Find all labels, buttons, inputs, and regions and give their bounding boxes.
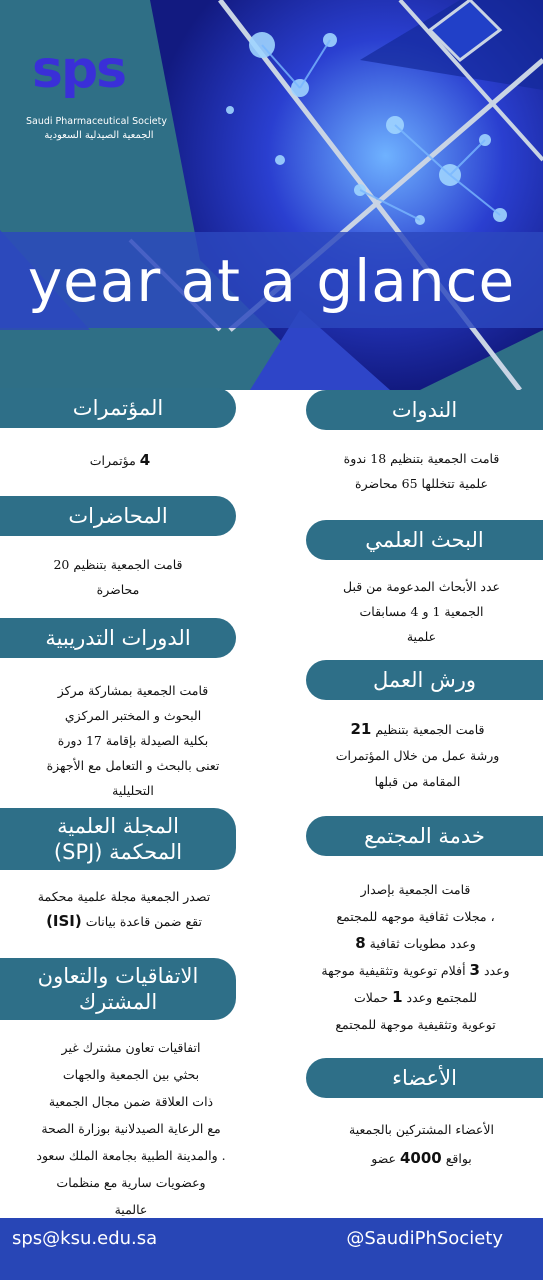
community-body (288, 876, 543, 1038)
seminars-heading: الندوات (306, 390, 543, 430)
workshops-line3: المقامة من قبلها (374, 774, 461, 789)
training-line: قامت الجمعية بمشاركة مركز (57, 683, 209, 698)
workshops-line2: ورشة عمل من خلال المؤتمرات (335, 748, 500, 763)
community-line6: توعوية وتثقيفية موجهة للمجتمع (335, 1017, 496, 1032)
workshops-count: 21 (350, 720, 372, 738)
members-line2-pre: بواقع (445, 1151, 472, 1166)
seminars-body (300, 446, 543, 496)
community-line4-pre: وعدد (483, 963, 510, 978)
workshops-heading: ورش العمل (306, 660, 543, 700)
agreements-line: ذات العلاقة ضمن مجال الجمعية (48, 1094, 214, 1109)
seminars-line: علمية تتخللها 65 محاضرة (355, 476, 488, 491)
lectures-line: قامت الجمعية بتنظيم 20 (53, 557, 183, 572)
seminars-line: قامت الجمعية بتنظيم 18 ندوة (343, 451, 500, 466)
journal-line2 (4, 909, 244, 934)
members-line2 (300, 1144, 543, 1173)
community-campaigns-count: 1 (392, 988, 403, 1006)
agreements-line: . والمدينة الطبية بجامعة الملك سعود (36, 1148, 226, 1163)
conferences-heading: المؤتمرات (0, 388, 236, 428)
conferences-text: مؤتمرات (89, 453, 136, 468)
research-line: علمية (406, 629, 437, 644)
members-body (300, 1116, 543, 1173)
research-body (300, 574, 543, 649)
journal-line2-text: تقع ضمن قاعدة بيانات (85, 914, 202, 929)
agreements-line: اتفاقيات تعاون مشترك غير (61, 1040, 201, 1055)
logo-name-en: Saudi Pharmaceutical Society (26, 116, 168, 127)
members-heading: الأعضاء (306, 1058, 543, 1098)
journal-title-line2: المحكمة (SPJ) (53, 840, 183, 864)
header (0, 0, 543, 390)
agreements-title-line1: الاتفاقيات والتعاون (37, 964, 199, 988)
footer-social-handle[interactable]: @SaudiPhSociety (346, 1228, 503, 1249)
workshops-body (292, 716, 543, 795)
journal-title-line1: المجلة العلمية (57, 814, 179, 838)
page-title: year at a glance (27, 247, 516, 315)
community-booklets-count: 8 (355, 934, 366, 952)
community-line2: ، مجلات ثقافية موجهه للمجتمع (336, 909, 495, 924)
community-line4-post: أفلام توعوية وتثقيفية موجهة (321, 963, 466, 978)
training-heading: الدورات التدريبية (0, 618, 236, 658)
community-line5-post: حملات (353, 990, 389, 1005)
community-heading: خدمة المجتمع (306, 816, 543, 856)
training-line: تعنى بالبحث و التعامل مع الأجهزة (46, 758, 220, 773)
agreements-title-line2: المشترك (78, 990, 158, 1014)
logo-name-ar: الجمعية الصيدلية السعودية (44, 130, 154, 141)
members-line2-post: عضو (371, 1151, 396, 1166)
training-line: التحليلية (112, 783, 154, 798)
training-line: البحوث و المختبر المركزي (64, 708, 202, 723)
journal-heading (0, 808, 236, 870)
community-line5 (288, 984, 543, 1011)
agreements-line: بحثي بين الجمعية والجهات (62, 1067, 200, 1082)
training-line: بكلية الصيدلة بإقامة 17 دورة (57, 733, 209, 748)
journal-line1: تصدر الجمعية مجلة علمية محكمة (37, 889, 211, 904)
agreements-line: مع الرعاية الصيدلانية بوزارة الصحة (41, 1121, 221, 1136)
community-line5-pre: للمجتمع وعدد (406, 990, 478, 1005)
members-count: 4000 (399, 1149, 442, 1167)
research-line: عدد الأبحاث المدعومة من قبل (342, 579, 500, 594)
journal-isi: (ISI) (46, 912, 82, 930)
lectures-line: محاضرة (96, 582, 140, 597)
research-heading: البحث العلمي (306, 520, 543, 560)
lectures-body (18, 552, 218, 602)
agreements-body (0, 1034, 262, 1223)
training-body (8, 678, 258, 803)
research-line: الجمعية 1 و 4 مسابقات (359, 604, 484, 619)
members-line1: الأعضاء المشتركين بالجمعية (349, 1122, 494, 1137)
community-films-count: 3 (469, 961, 480, 979)
agreements-line: عالمية (114, 1202, 148, 1217)
agreements-heading (0, 958, 236, 1020)
conferences-body (30, 448, 210, 473)
community-line3-text: وعدد مطويات ثقافية (369, 936, 476, 951)
lectures-heading: المحاضرات (0, 496, 236, 536)
agreements-line: وعضويات سارية مع منظمات (56, 1175, 206, 1190)
community-line1: قامت الجمعية بإصدار (360, 882, 471, 897)
footer-email-link[interactable]: sps@ksu.edu.sa (12, 1228, 158, 1249)
community-line3 (288, 930, 543, 957)
workshops-line1 (292, 716, 543, 743)
conferences-count: 4 (139, 451, 151, 469)
logo-mark: sps (32, 40, 126, 100)
workshops-line1-text: قامت الجمعية بتنظيم (375, 722, 485, 737)
community-line4 (288, 957, 543, 984)
sps-logo (26, 34, 186, 150)
journal-body (4, 884, 244, 934)
